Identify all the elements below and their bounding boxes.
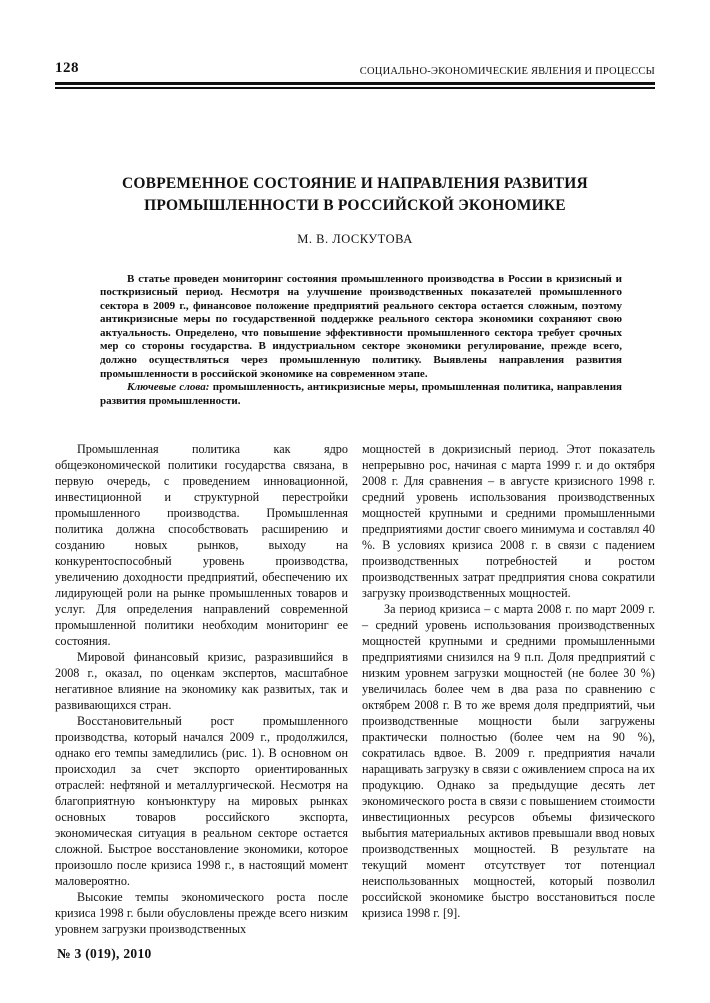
keywords-line [100, 381, 622, 408]
paragraph: Восстановительный рост промышленного производства, который начался 2009 г., продолжился, однако его темпы замедлились (рис. 1). В основном он происходил за счет экспорто ориентированных отраслей: нефтяной и металлургической. Несмотря на благоприятную конъюнктуру на мировых рынках основных товаров российского экспорта, экономическая ситуация в реальном секторе остается сложной. Быстрое восстановление экономики, которое произошло после кризиса 1998 г., в настоящий момент маловероятно. [55, 714, 348, 889]
article-title: СОВРЕМЕННОЕ СОСТОЯНИЕ И НАПРАВЛЕНИЯ РАЗВИТИЯ ПРОМЫШЛЕННОСТИ В РОССИЙСКОЙ ЭКОНОМИКЕ [122, 174, 588, 214]
header-rule-thin-line [55, 87, 655, 89]
paragraph: Высокие темпы экономического роста после кризиса 1998 г. были обусловлены прежде всего низким уровнем загрузки производственных [55, 890, 348, 937]
paragraph: За период кризиса – с марта 2008 г. по март 2009 г. – средний уровень использования производственных мощностей крупными и средними промышленными предприятиями снизился на 9 п.п. Доля предприятий с низким уровнем загрузки мощностей (не более 30 %) увеличилась более чем в два раза по сравнению с октябрем 2008 г. В то же время доля предприятий, чьи производственные мощности были загружены практически полностью (более чем на 90 %), сократилась вдвое. В. 2009 г. предприятия начали наращивать загрузку в связи с оживлением спроса на их продукцию. Однако за предыдущие десять лет экономического роста в связи с повышением стоимости инвестиционных ресурсов объемы физического выбытия материальных активов превышали ввод новых производственных мощностей. В результате на текущий момент отсутствует тот потенциал неиспользованных мощностей, который позволил российской экономике быстро восстановиться после кризиса 1998 г. [9]. [362, 602, 655, 921]
left-column [55, 441, 348, 937]
article-author: М. В. ЛОСКУТОВА [297, 231, 413, 246]
header-rule [55, 82, 655, 89]
paragraph: Промышленная политика как ядро общеэкономической политики государства связана, в первую очередь, с проведением инновационной, инвестиционной и структурной перестройки промышленного производства. Промышленная политика должна способствовать расширению и созданию новых рынков, выходу на конкурентоспособный уровень производства, увеличению доходности предприятий, обеспечению их лидирующей роли на рынке промышленных товаров и услуг. Для определения направлений современной промышленной политики необходим мониторинг ее состояния. [55, 442, 348, 649]
keywords-label: Ключевые слова: [127, 381, 210, 394]
page-footer [57, 946, 152, 962]
right-column [362, 441, 655, 937]
article-abstract-block [55, 273, 655, 409]
keywords-text: промышленность, антикризисные меры, промышленная политика, направления развития промышленности. [100, 381, 622, 407]
body-columns [55, 441, 655, 937]
abstract-text: В статье проведен мониторинг состояния промышленного производства в России в кризисный и посткризисный период. Несмотря на улучшение производственных показателей промышленного сектора в 2009 г., финансовое положение предприятий реального сектора остается сложным, поэтому антикризисные меры по государственной поддержке реального сектора экономики сохраняют свою актуальность. Определено, что повышение эффективности промышленного сектора требует срочных мер со стороны государства. В индустриальном секторе экономики регулирование, прежде всего, должно осуществляться через промышленную политику. Выявлены направления развития промышленности в российской экономике на современном этапе. [100, 272, 622, 380]
page-header [55, 0, 655, 77]
journal-title: СОЦИАЛЬНО-ЭКОНОМИЧЕСКИЕ ЯВЛЕНИЯ И ПРОЦЕССЫ [359, 66, 655, 77]
page-content [55, 0, 655, 937]
paragraph: Мировой финансовый кризис, разразившийся в 2008 г., оказал, по оценкам экспертов, масштабное негативное влияние на экономику как развитых, так и развивающихся стран. [55, 650, 348, 713]
paragraph: мощностей в докризисный период. Этот показатель непрерывно рос, начиная с марта 1999 г. и до октября 2008 г. Для сравнения – в августе кризисного 1998 г. средний уровень использования производственных мощностей крупными и средними промышленными предприятиями достиг своего минимума и составлял 40 %. В условиях кризиса 2008 г. в связи с падением производственных потребностей и ростом производственных затрат предприятия снова сократили загрузку производственных мощностей. [362, 442, 655, 601]
issue-number: № 3 (019), 2010 [57, 946, 152, 961]
page-number: 128 [55, 60, 79, 76]
